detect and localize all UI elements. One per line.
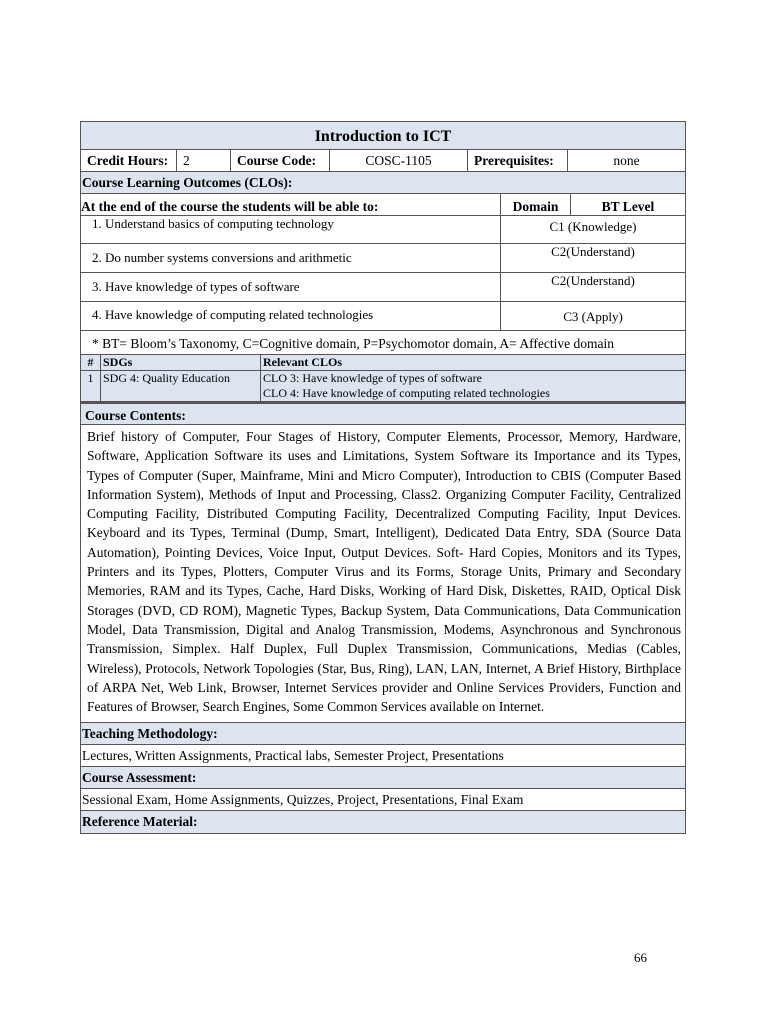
sdg-row [81,371,685,402]
clo-heading: Course Learning Outcomes (CLOs): [81,172,685,194]
sdg-row-clos [261,371,685,401]
course-contents-heading: Course Contents: [81,402,685,425]
course-contents-text: Brief history of Computer, Four Stages of History, Computer Elements, Processor, Memory, Hardware, Software, Application Software its uses and Limitations, System Software its Importance and its Types, Types of Computer (Super, Mainframe, Mini and Micro Computer), Introduction to CBIS (Computer Based Information System), Methods of Input and Processing, Class2. Organizing Computer Facility, Centralized Computing Facility, Distributed Computing Facility, Decentralized Computing Facility, Input Devices. Keyboard and its Types, Terminal (Dump, Smart, Intelligent), Dedicated Data Entry, SDA (Source Data Automation), Pointing Devices, Voice Input, Output Devices. Soft- Hard Copies, Monitors and its Types, Printers and its Types, Plotters, Computer Virus and its Forms, Storage Units, Primary and Secondary Memories, RAM and its Types, Cache, Hard Disks, Working of Hard Disk, Diskettes, RAID, Optical Disk Storages (DVD, CD ROM), Magnetic Types, Backup System, Data Communications, Data Communication Model, Data Transmission, Digital and Analog Transmission, Modems, Asynchronous and Synchronous Transmission, Simplex. Half Duplex, Full Duplex Transmission, Communications, Medias (Cables, Wireless), Protocols, Network Topologies (Star, Bus, Ring), LAN, LAN, Internet, A Brief History, Birthplace of ARPA Net, Web Link, Browser, Internet Services provider and Online Services Providers, Function and Features of Browser, Search Engines, Some Common Services available on Internet. [81,425,685,723]
sdg-clo-line: CLO 3: Have knowledge of types of software [263,371,482,385]
domain-header: Domain [500,194,570,215]
clo-header-row [81,194,685,216]
credit-row [81,150,685,172]
course-code-value: COSC-1105 [330,150,468,171]
sdg-col-number: # [81,355,101,370]
clo-row [81,302,685,331]
clo-level: C2(Understand) [500,244,685,272]
credit-hours-value: 2 [177,150,231,171]
sdg-header-row [81,355,685,371]
teaching-methodology-heading: Teaching Methodology: [81,723,685,745]
page-number: 66 [634,950,647,965]
clo-text: 4. Have knowledge of computing related technologies [92,307,374,322]
clo-text: 2. Do number systems conversions and arithmetic [92,250,352,265]
credit-hours-label: Credit Hours: [81,150,177,171]
course-assessment-heading: Course Assessment: [81,767,685,789]
sdg-clo-line: CLO 4: Have knowledge of computing related technologies [263,386,550,400]
clo-intro: At the end of the course the students will be able to: [81,199,379,214]
sdg-row-name: SDG 4: Quality Education [101,371,261,401]
bt-level-header: BT Level [570,194,685,215]
course-assessment-text: Sessional Exam, Home Assignments, Quizzes, Project, Presentations, Final Exam [81,789,685,811]
clo-level: C3 (Apply) [500,302,685,330]
reference-material-heading: Reference Material: [81,811,685,833]
prerequisites-value: none [613,153,640,168]
sdg-col-sdgs: SDGs [101,355,261,370]
clo-level: C1 (Knowledge) [500,216,685,243]
clo-row [81,273,685,302]
clo-row [81,216,685,244]
teaching-methodology-text: Lectures, Written Assignments, Practical labs, Semester Project, Presentations [81,745,685,767]
clo-row [81,244,685,273]
course-code-label: Course Code: [231,150,330,171]
bt-footnote: * BT= Bloom’s Taxonomy, C=Cognitive domain, P=Psychomotor domain, A= Affective domain [81,331,685,355]
clo-text: 3. Have knowledge of types of software [92,279,300,294]
clo-level: C2(Understand) [500,273,685,301]
sdg-row-number: 1 [81,371,101,401]
course-title: Introduction to ICT [81,122,685,150]
prerequisites-label: Prerequisites: [468,150,568,171]
course-table [80,121,686,834]
sdg-col-clos: Relevant CLOs [263,355,342,369]
clo-text: 1. Understand basics of computing technology [92,216,334,231]
